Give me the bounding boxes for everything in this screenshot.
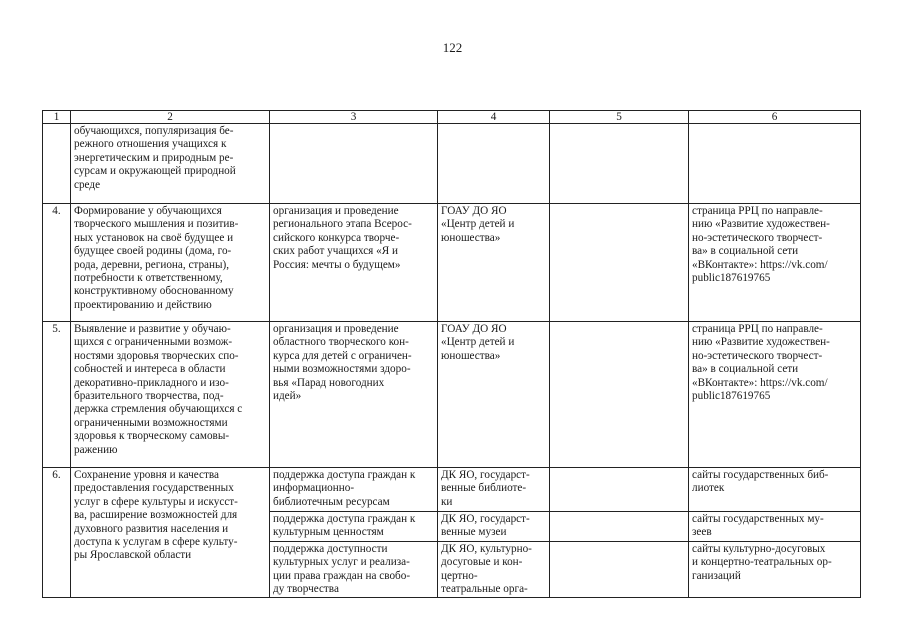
empty-cell bbox=[550, 468, 689, 512]
cell-line: творческого мышления и позитив- bbox=[74, 218, 239, 231]
cell-line: культурным ценностям bbox=[273, 526, 384, 539]
cell-line: «ВКонтакте»: https://vk.com/ bbox=[692, 376, 828, 389]
row-number-cell: 6. bbox=[43, 468, 71, 598]
header-cell: 5 bbox=[550, 111, 689, 124]
cell-line: держка стремления обучающихся с bbox=[74, 403, 243, 416]
source-cell bbox=[689, 204, 861, 322]
cell-line: организация и проведение bbox=[273, 205, 399, 217]
cell-line: режного отношения учащихся к bbox=[74, 138, 227, 151]
cell-line: страница РРЦ по направле- bbox=[692, 205, 823, 217]
empty-cell bbox=[550, 512, 689, 542]
objective-cell bbox=[71, 468, 270, 598]
objective-cell bbox=[71, 124, 270, 204]
cell-line: поддержка доступа граждан к bbox=[273, 469, 416, 481]
cell-line: ва, расширение возможностей для bbox=[74, 509, 238, 522]
cell-line: ду творчества bbox=[273, 583, 339, 596]
cell-line: Сохранение уровня и качества bbox=[74, 469, 220, 481]
cell-line: ных установок на своё будущее и bbox=[74, 231, 234, 244]
table-row bbox=[43, 204, 861, 322]
cell-line: «Центр детей и bbox=[441, 336, 515, 349]
organizer-cell bbox=[438, 542, 550, 598]
page-number: 122 bbox=[442, 40, 463, 55]
cell-line: ции права граждан на свобо- bbox=[273, 569, 411, 582]
activity-cell bbox=[270, 204, 438, 322]
cell-line: цертно- bbox=[441, 569, 478, 582]
cell-line: нию «Развитие художествен- bbox=[692, 218, 830, 231]
header-cell: 1 bbox=[43, 111, 71, 124]
cell-line: курса для детей с ограничен- bbox=[273, 349, 412, 362]
cell-line: рода, деревни, региона, страны), bbox=[74, 258, 230, 271]
cell-line: ГОАУ ДО ЯО bbox=[441, 205, 507, 217]
cell-line: сайты государственных биб- bbox=[692, 469, 829, 481]
cell-line: предоставления государственных bbox=[74, 482, 234, 495]
table-row bbox=[43, 124, 861, 204]
cell-line: Россия: мечты о будущем» bbox=[273, 258, 401, 271]
cell-line: ограниченными возможностями bbox=[74, 416, 228, 429]
cell-line: ганизаций bbox=[692, 569, 741, 582]
cell-line: будущее своей родины (дома, го- bbox=[74, 245, 232, 258]
organizer-cell bbox=[438, 468, 550, 512]
cell-line: услуг в сфере культуры и искусст- bbox=[74, 495, 238, 508]
activity-cell bbox=[270, 542, 438, 598]
header-cell: 2 bbox=[71, 111, 270, 124]
activity-cell bbox=[270, 124, 438, 204]
source-cell bbox=[689, 542, 861, 598]
cell-line: ДК ЯО, государст- bbox=[441, 513, 530, 525]
cell-line: потребности к ответственному, bbox=[74, 272, 223, 285]
table-row bbox=[43, 468, 861, 512]
cell-line: бразительного творчества, под- bbox=[74, 390, 224, 403]
cell-line: ва» в социальной сети bbox=[692, 245, 799, 258]
empty-cell bbox=[550, 542, 689, 598]
cell-line: юношества» bbox=[441, 349, 501, 362]
cell-line: лиотек bbox=[692, 482, 725, 495]
cell-line: сайты культурно-досуговых bbox=[692, 543, 826, 555]
cell-line: ки bbox=[441, 495, 453, 508]
empty-cell bbox=[550, 204, 689, 322]
objective-cell bbox=[71, 204, 270, 322]
cell-line: ры Ярославской области bbox=[74, 549, 192, 562]
empty-cell bbox=[550, 124, 689, 204]
source-cell bbox=[689, 322, 861, 468]
source-cell bbox=[689, 512, 861, 542]
cell-line: public187619765 bbox=[692, 272, 771, 285]
cell-line: ских работ учащихся «Я и bbox=[273, 245, 398, 258]
cell-line: собностей и интереса в области bbox=[74, 363, 226, 376]
header-cell: 3 bbox=[270, 111, 438, 124]
header-cell: 6 bbox=[689, 111, 861, 124]
cell-line: ражению bbox=[74, 443, 118, 456]
cell-line: щихся с ограниченными возмож- bbox=[74, 336, 233, 349]
cell-line: Формирование у обучающихся bbox=[74, 205, 222, 217]
cell-line: энергетическим и природным ре- bbox=[74, 151, 234, 164]
organizer-cell bbox=[438, 512, 550, 542]
header-cell: 4 bbox=[438, 111, 550, 124]
cell-line: сийского конкурса творче- bbox=[273, 231, 400, 244]
cell-line: венные музеи bbox=[441, 526, 507, 539]
cell-line: юношества» bbox=[441, 231, 501, 244]
cell-line: среде bbox=[74, 178, 101, 191]
cell-line: «Центр детей и bbox=[441, 218, 515, 231]
cell-line: духовного развития населения и bbox=[74, 522, 229, 535]
cell-line: Выявление и развитие у обучаю- bbox=[74, 323, 231, 335]
cell-line: конструктивному обоснованному bbox=[74, 285, 234, 298]
organizer-cell bbox=[438, 322, 550, 468]
activity-cell bbox=[270, 322, 438, 468]
cell-line: театральные орга- bbox=[441, 583, 528, 596]
plan-table bbox=[42, 110, 861, 598]
cell-line: но-эстетического творчест- bbox=[692, 349, 823, 362]
cell-line: декоративно-прикладного и изо- bbox=[74, 376, 229, 389]
cell-line: обучающихся, популяризация бе- bbox=[74, 125, 234, 137]
cell-line: поддержка доступа граждан к bbox=[273, 513, 416, 525]
organizer-cell bbox=[438, 124, 550, 204]
activity-cell bbox=[270, 468, 438, 512]
cell-line: досуговые и кон- bbox=[441, 556, 523, 569]
cell-line: библиотечным ресурсам bbox=[273, 495, 390, 508]
cell-line: сурсам и окружающей природной bbox=[74, 165, 236, 178]
empty-cell bbox=[550, 322, 689, 468]
cell-line: проектированию и действию bbox=[74, 298, 212, 311]
cell-line: ва» в социальной сети bbox=[692, 363, 799, 376]
organizer-cell bbox=[438, 204, 550, 322]
table-row bbox=[43, 322, 861, 468]
cell-line: и концертно-театральных ор- bbox=[692, 556, 832, 569]
cell-line: ГОАУ ДО ЯО bbox=[441, 323, 507, 335]
cell-line: доступа к услугам в сфере культу- bbox=[74, 536, 238, 549]
cell-line: венные библиоте- bbox=[441, 482, 527, 495]
source-cell bbox=[689, 124, 861, 204]
cell-line: ДК ЯО, государст- bbox=[441, 469, 530, 481]
cell-line: областного творческого кон- bbox=[273, 336, 409, 349]
row-number-cell bbox=[43, 124, 71, 204]
cell-line: идей» bbox=[273, 390, 302, 403]
cell-line: организация и проведение bbox=[273, 323, 399, 335]
cell-line: но-эстетического творчест- bbox=[692, 231, 823, 244]
header-row bbox=[43, 111, 861, 124]
cell-line: культурных услуг и реализа- bbox=[273, 556, 410, 569]
cell-line: сайты государственных му- bbox=[692, 513, 824, 525]
cell-line: нию «Развитие художествен- bbox=[692, 336, 830, 349]
row-number-cell: 4. bbox=[43, 204, 71, 322]
cell-line: вья «Парад новогодних bbox=[273, 376, 385, 389]
cell-line: здоровья к творческому самовы- bbox=[74, 430, 230, 443]
objective-cell bbox=[71, 322, 270, 468]
row-number-cell: 5. bbox=[43, 322, 71, 468]
activity-cell bbox=[270, 512, 438, 542]
cell-line: поддержка доступности bbox=[273, 543, 388, 555]
cell-line: регионального этапа Всерос- bbox=[273, 218, 412, 231]
cell-line: информационно- bbox=[273, 482, 355, 495]
cell-line: ными возможностями здоро- bbox=[273, 363, 411, 376]
cell-line: public187619765 bbox=[692, 390, 771, 403]
cell-line: ностями здоровья творческих спо- bbox=[74, 349, 239, 362]
cell-line: «ВКонтакте»: https://vk.com/ bbox=[692, 258, 828, 271]
cell-line: страница РРЦ по направле- bbox=[692, 323, 823, 335]
cell-line: зеев bbox=[692, 526, 712, 539]
source-cell bbox=[689, 468, 861, 512]
cell-line: ДК ЯО, культурно- bbox=[441, 543, 532, 555]
